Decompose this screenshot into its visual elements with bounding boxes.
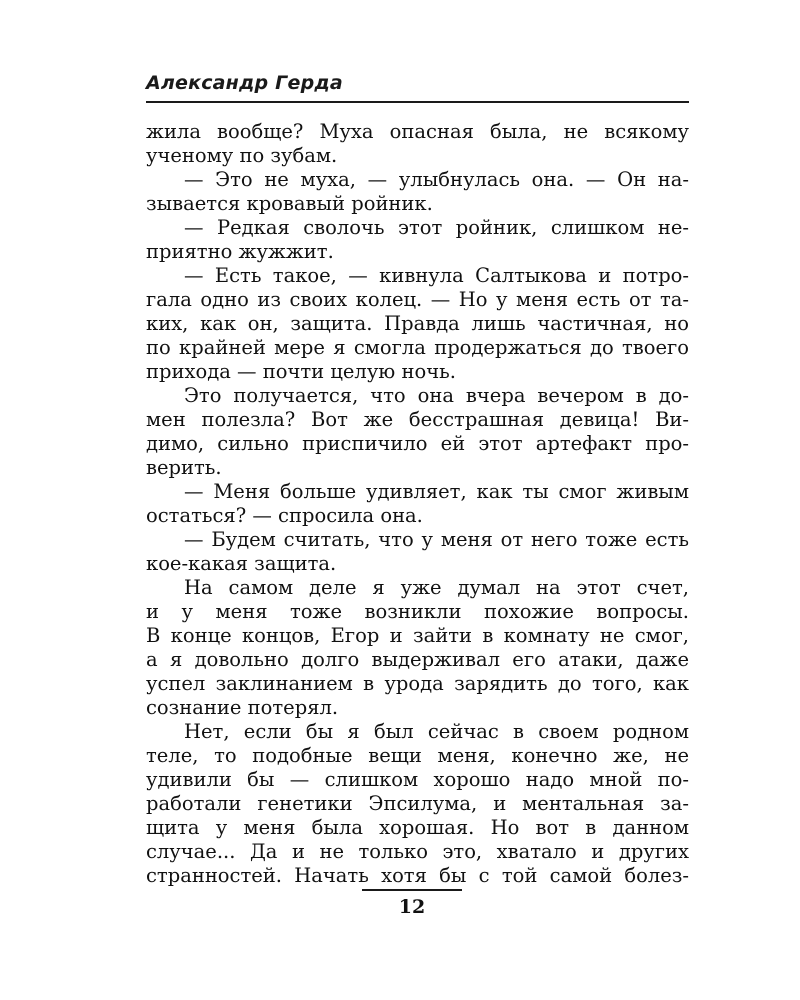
text-line: ких, как он, защита. Правда лишь частичная, но [146,312,689,335]
text-line: зывается кровавый ройник. [146,192,433,215]
text-line: В конце концов, Егор и зайти в комнату не смог, [146,624,689,647]
text-line: — Будем считать, что у меня от него тоже есть [184,528,689,551]
text-line: — Это не муха, — улыбнулась она. — Он на- [184,168,689,191]
text-line: щита у меня была хорошая. Но вот в данном [146,816,689,839]
text-line: — Есть такое, — кивнула Салтыкова и потро- [184,264,689,287]
running-header-author: Александр Герда [146,72,343,94]
text-line: странностей. Начать хотя бы с той самой болез- [146,864,689,887]
text-line: ученому по зубам. [146,144,338,167]
text-line: Нет, если бы я был сейчас в своем родном [184,720,689,743]
text-line: удивили бы — слишком хорошо надо мной по- [146,768,689,791]
text-line: приятно жужжит. [146,240,334,263]
header-divider [146,101,689,103]
text-line: Это получается, что она вчера вечером в до- [184,384,689,407]
text-line: теле, то подобные вещи меня, конечно же, не [146,744,689,767]
text-line: мен полезла? Вот же бесстрашная девица! Ви- [146,408,689,431]
text-line: — Редкая сволочь этот ройник, слишком не- [184,216,689,239]
text-line: и у меня тоже возникли похожие вопросы. [146,600,689,623]
text-line: прихода — почти целую ночь. [146,360,456,383]
text-line: верить. [146,456,222,479]
text-line: жила вообще? Муха опасная была, не всякому [146,120,689,143]
text-line: случае... Да и не только это, хватало и других [146,840,689,863]
text-line: успел заклинанием в урода зарядить до того, как [146,672,689,695]
text-line: работали генетики Эпсилума, и ментальная за- [146,792,689,815]
text-line: гала одно из своих колец. — Но у меня есть от та- [146,288,689,311]
text-line: кое-какая защита. [146,552,337,575]
page-number: 12 [398,896,426,918]
text-line: а я довольно долго выдерживал его атаки, даже [146,648,689,671]
footer-divider [362,889,462,891]
page-body-text [146,120,689,888]
text-line: сознание потерял. [146,696,339,719]
text-line: димо, сильно приспичило ей этот артефакт про- [146,432,689,455]
text-line: — Меня больше удивляет, как ты смог живым [184,480,689,503]
text-line: остаться? — спросила она. [146,504,423,527]
text-line: На самом деле я уже думал на этот счет, [184,576,689,599]
text-line: по крайней мере я смогла продержаться до твоего [146,336,689,359]
